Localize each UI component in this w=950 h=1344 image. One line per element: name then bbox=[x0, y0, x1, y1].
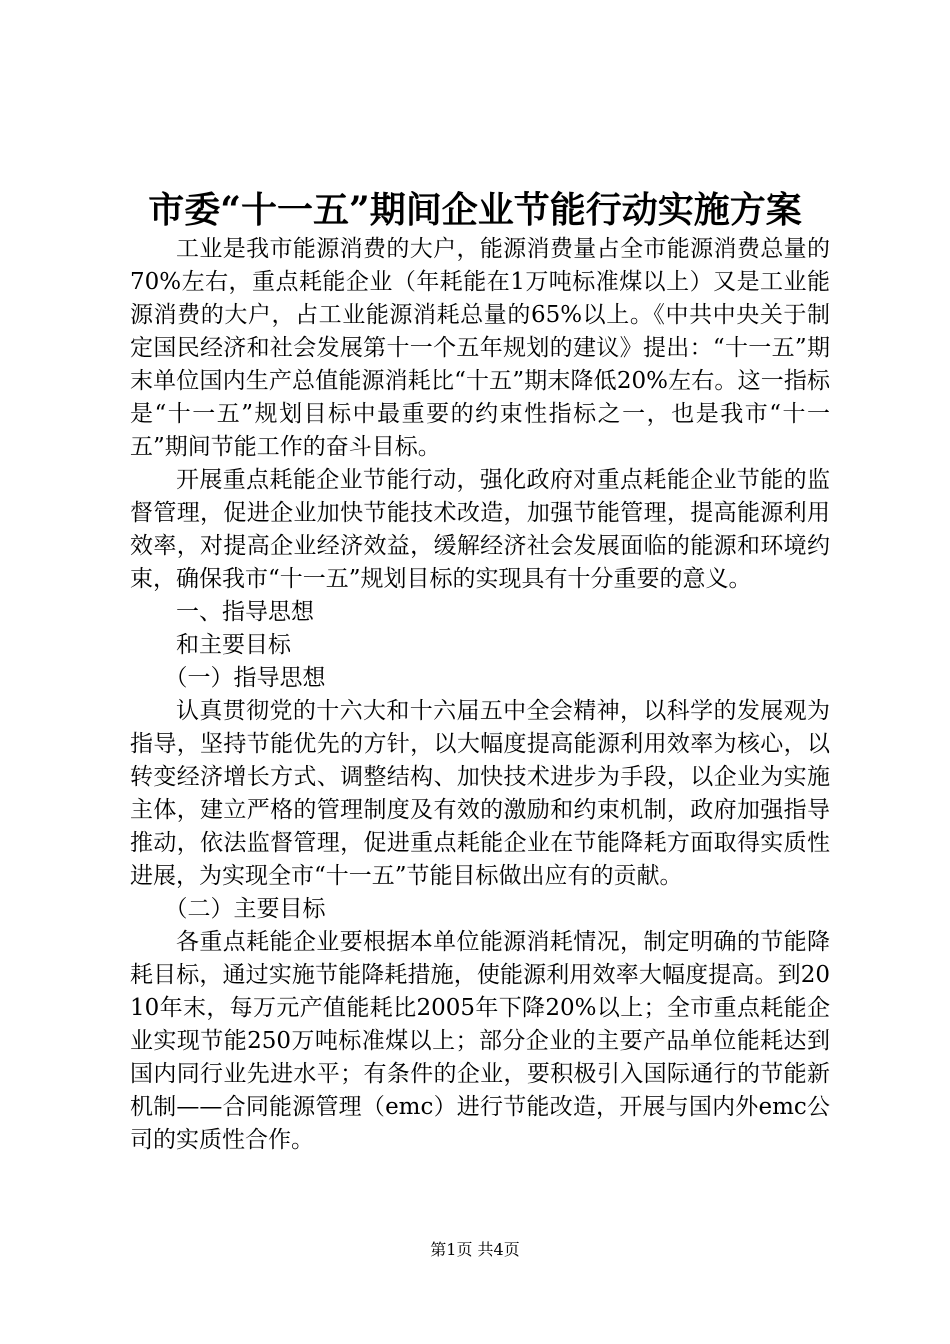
guiding-thought-paragraph: 认真贯彻党的十六大和十六届五中全会精神，以科学的发展观为指导，坚持节能优先的方针，以大幅度提高能源利用效率为核心，以转变经济增长方式、调整结构、加快技术进步为手段，以企业为实施主体，建立严格的管理制度及有效的激励和约束机制，政府加强指导推动，依法监督管理，促进重点耗能企业在节能降耗方面取得实质性进展，为实现全市“十一五”节能目标做出应有的贡献。 bbox=[130, 698, 830, 889]
subsection-heading-guiding-thought: （一）指导思想 bbox=[164, 665, 326, 691]
section-heading-line1: 一、指导思想 bbox=[176, 599, 314, 625]
page-footer: 第1页 共4页 bbox=[430, 1240, 520, 1259]
section-heading-line2: 和主要目标 bbox=[176, 632, 291, 658]
main-goals-paragraph: 各重点耗能企业要根据本单位能源消耗情况，制定明确的节能降耗目标，通过实施节能降耗措施，使能源利用效率大幅度提高。到2010年末，每万元产值能耗比2005年下降20%以上；全市重点耗能企业实现节能250万吨标准煤以上；部分企业的主要产品单位能耗达到国内同行业先进水平；有条件的企业，要积极引入国际通行的节能新机制——合同能源管理（emc）进行节能改造，开展与国内外emc公司的实质性合作。 bbox=[130, 929, 830, 1153]
document-body bbox=[130, 233, 830, 1157]
intro-paragraph: 工业是我市能源消费的大户，能源消费量占全市能源消费总量的70%左右，重点耗能企业（年耗能在1万吨标准煤以上）又是工业能源消费的大户，占工业能源消耗总量的65%以上。《中共中央关于制定国民经济和社会发展第十一个五年规划的建议》提出：“十一五”期末单位国内生产总值能源消耗比“十五”期末降低20%左右。这一指标是“十一五”规划目标中最重要的约束性指标之一，也是我市“十一五”期间节能工作的奋斗目标。 bbox=[130, 236, 830, 460]
significance-paragraph: 开展重点耗能企业节能行动，强化政府对重点耗能企业节能的监督管理，促进企业加快节能技术改造，加强节能管理，提高能源利用效率，对提高企业经济效益，缓解经济社会发展面临的能源和环境约束，确保我市“十一五”规划目标的实现具有十分重要的意义。 bbox=[130, 467, 830, 592]
subsection-heading-main-goals: （二）主要目标 bbox=[164, 896, 326, 922]
document-title: 市委“十一五”期间企业节能行动实施方案 bbox=[148, 189, 802, 231]
